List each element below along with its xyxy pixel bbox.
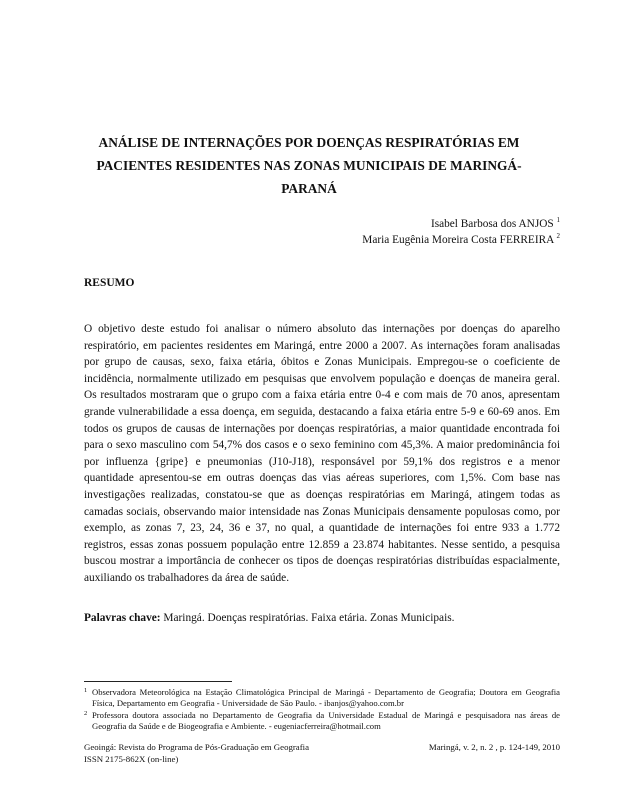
author-footnote-mark: 2 [556, 232, 560, 241]
author-footnote-mark: 1 [556, 216, 560, 225]
author-name: Maria Eugênia Moreira Costa FERREIRA [362, 234, 554, 246]
keywords-text: Maringá. Doenças respiratórias. Faixa etária. Zonas Municipais. [163, 612, 455, 624]
article-title [60, 131, 558, 200]
footnote [84, 710, 560, 733]
footnote-mark: 2 [84, 709, 88, 717]
author-entry [362, 232, 560, 248]
footnote-divider [84, 681, 232, 682]
issn: ISSN 2175-862X (on-line) [84, 753, 179, 764]
abstract-heading: RESUMO [84, 277, 135, 289]
keywords [84, 610, 560, 626]
footnotes [84, 687, 560, 733]
footnote-mark: 1 [84, 687, 88, 694]
footnote-text: Professora doutora associada no Departamento de Geografia da Universidade Estadual de Maringá e pesquisadora nas áreas de Geografia da Saúde e de Biogeografia e Ambiente. - eugeniacferreira@hotmail.com [92, 709, 560, 732]
abstract-text: O objetivo deste estudo foi analisar o número absoluto das internações por doenças do aparelho respiratório, em pacientes residentes em Maringá, entre 2000 a 2007. As internações foram analisadas por grupo de causas, sexo, faixa etária, óbitos e Zonas Municipais. Empregou-se o coeficiente de incidência, normalmente utilizado em pesquisas que envolvem população e doenças de maneira geral. Os resultados mostraram que o grupo com a faixa etária entre 0-4 e com mais de 70 anos, apresentam grande vulnerabilidade a essa doença, em seguida, destacando a faixa etária entre 5-9 e 60-69 anos. Em todos os grupos de causas de internações por doenças respiratórias, a maior quantidade encontrada foi para o sexo masculino com 54,7% dos casos e o sexo feminino com 45,3%. A maior predominância foi por influenza {gripe} e pneumonias (J10-J18), responsável por 59,1% dos registros e a menor quantidade apresentou-se em outras doenças das vias aéreas superiores, com 1,5%. Com base nas investigações realizadas, constatou-se que as doenças respiratórias em Maringá, atingem todas as camadas sociais, observando maior intensidade nas Zonas Municipais densamente populosas como, por exemplo, as zonas 7, 23, 24, 36 e 37, no qual, a quantidade de internações foi entre 933 a 1.772 registros, essas zonas possuem população entre 12.859 a 23.874 habitantes. Nesse sentido, a pesquisa buscou mostrar a importância de conhecer os tipos de doenças respiratórias distribuídas espacialmente, auxiliando os trabalhadores da área de saúde. [84, 323, 560, 584]
title-line: ANÁLISE DE INTERNAÇÕES POR DOENÇAS RESPIRATÓRIAS EM [98, 135, 520, 150]
journal-citation: Maringá, v. 2, n. 2 , p. 124-149, 2010 [428, 742, 560, 752]
keywords-label: Palavras chave: [84, 612, 161, 624]
title-line: PARANÁ [281, 181, 337, 196]
author-entry [362, 216, 560, 232]
author-list [362, 216, 560, 248]
page-footer [84, 742, 560, 765]
footnote-text: Observadora Meteorológica na Estação Climatológica Principal de Maringá - Departamento de Geografia; Doutora em Geografia Física, Departamento em Geografia - Universidade de São Paulo. - ibanjos@yahoo.com.br [92, 687, 560, 709]
footnote [84, 687, 560, 710]
author-name: Isabel Barbosa dos ANJOS [430, 218, 554, 230]
footer-row [84, 742, 560, 754]
journal-name: Geoingá: Revista do Programa de Pós-Graduação em Geografia [84, 742, 309, 752]
title-line: PACIENTES RESIDENTES NAS ZONAS MUNICIPAIS DE MARINGÁ- [96, 158, 522, 173]
